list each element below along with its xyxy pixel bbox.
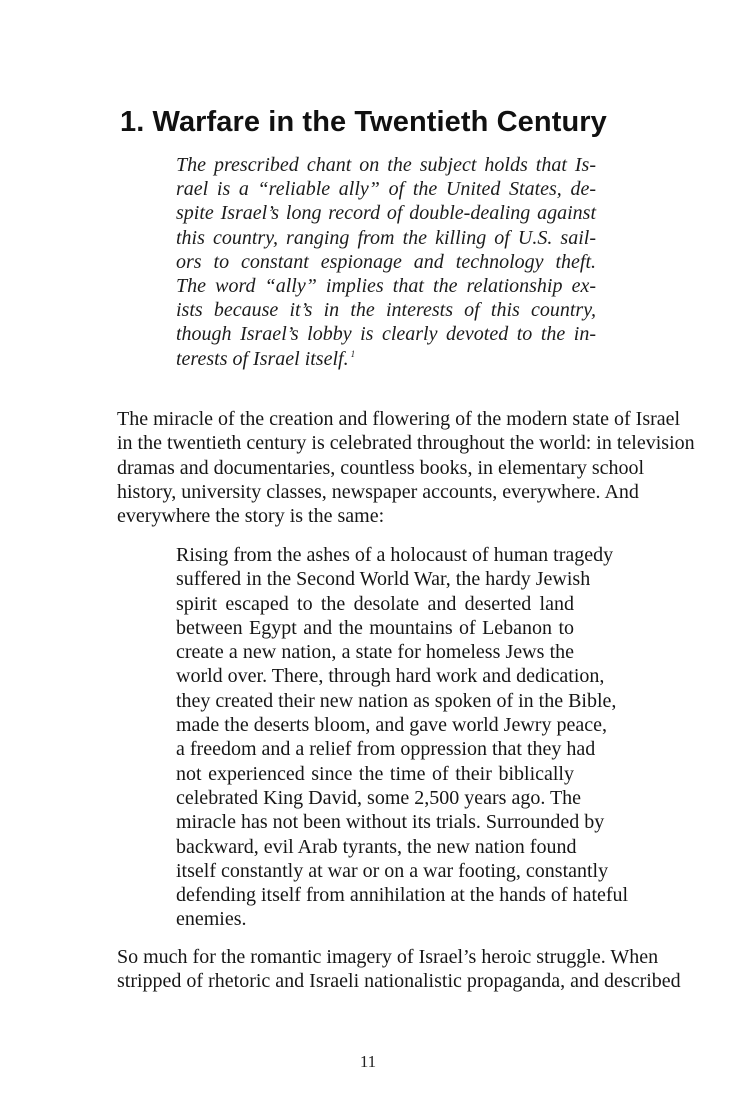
epigraph-line: this country, ranging from the killing of U.S. sail- [176,226,596,249]
quote-line: a freedom and a relief from oppression that they had [176,738,596,761]
quote-line: enemies. [176,908,247,931]
body-line: everywhere the story is the same: [117,505,385,528]
quote-line: create a new nation, a state for homeless Jews the [176,641,574,664]
chapter-title: 1. Warfare in the Twentieth Century [120,106,607,138]
epigraph-line: terests of Israel itself. [176,347,349,370]
quote-line: between Egypt and the mountains of Lebanon to [176,616,574,639]
page-number: 11 [359,1052,377,1071]
quote-line: itself constantly at war or on a war footing, constantly [176,859,609,882]
epigraph [176,153,596,371]
body-line: dramas and documentaries, countless books, in elementary school [117,456,645,479]
quote-line: spirit escaped to the desolate and deserted land [176,592,574,615]
footnote-reference[interactable]: 1 [350,348,356,359]
body-paragraph-2 [117,945,681,994]
quote-line: Rising from the ashes of a holocaust of human tragedy [176,544,614,566]
quote-line: backward, evil Arab tyrants, the new nation found [176,835,577,858]
quote-line: made the deserts bloom, and gave world Jewry peace, [176,714,607,737]
body-line: stripped of rhetoric and Israeli nationalistic propaganda, and described [117,970,681,993]
epigraph-line: The word “ally” implies that the relationship ex- [176,275,596,298]
quote-line: celebrated King David, some 2,500 years ago. The [176,786,582,809]
block-quote [176,543,629,932]
body-line: So much for the romantic imagery of Israel’s heroic struggle. When [117,946,659,968]
body-line: The miracle of the creation and flowering of the modern state of Israel [117,408,681,430]
epigraph-line: rael is a “reliable ally” of the United States, de- [176,178,596,201]
quote-line: not experienced since the time of their biblically [176,762,574,785]
quote-line: defending itself from annihilation at the hands of hateful [176,884,629,907]
epigraph-line: ists because it’s in the interests of this country, [176,299,596,322]
quote-line: suffered in the Second World War, the hardy Jewish [176,568,591,591]
body-line: in the twentieth century is celebrated throughout the world: in television [117,432,695,455]
body-paragraph-1 [117,407,695,528]
epigraph-last-line [176,347,596,371]
epigraph-line: ors to constant espionage and technology theft. [176,250,596,273]
quote-line: world over. There, through hard work and dedication, [176,665,605,688]
epigraph-line: The prescribed chant on the subject holds that Is- [176,154,596,176]
epigraph-line: though Israel’s lobby is clearly devoted to the in- [176,323,596,346]
quote-line: miracle has not been without its trials. Surrounded by [176,811,605,834]
quote-line: they created their new nation as spoken of in the Bible, [176,689,617,712]
epigraph-line: spite Israel’s long record of double-dealing against [176,202,596,225]
body-line: history, university classes, newspaper accounts, everywhere. And [117,480,639,503]
